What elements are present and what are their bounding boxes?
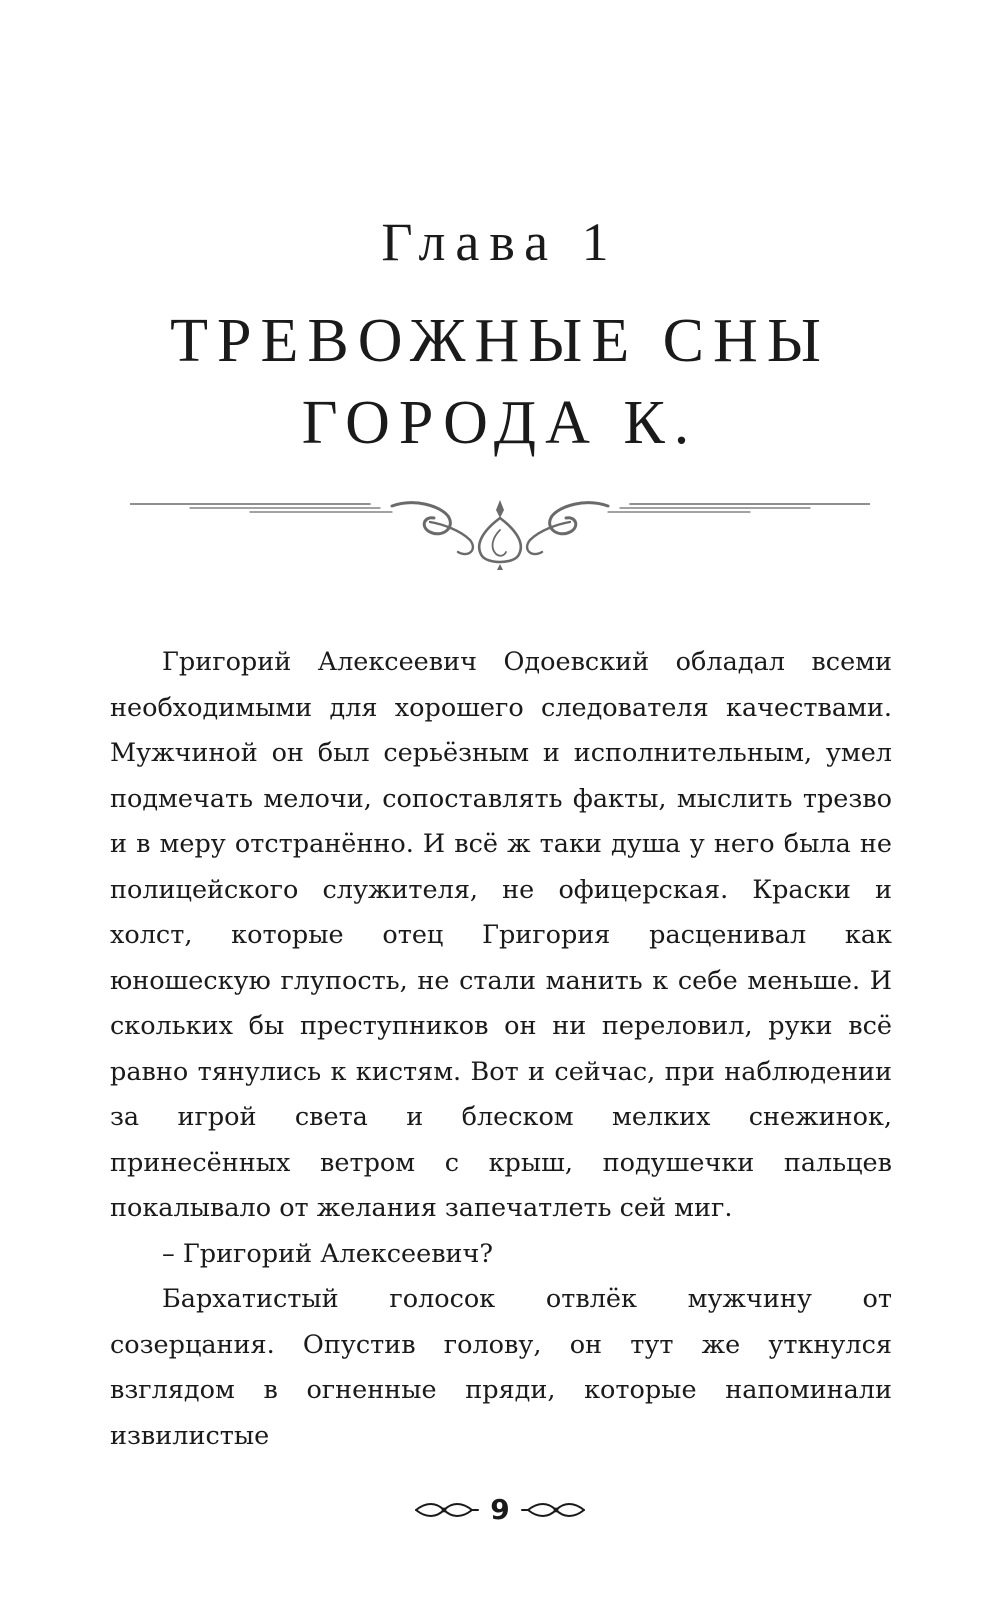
chapter-title-line-2: ГОРОДА К. bbox=[301, 389, 699, 457]
scroll-flourish-icon bbox=[130, 500, 870, 570]
folio-flourish-left-icon bbox=[414, 1500, 480, 1520]
page-number: 9 bbox=[490, 1493, 510, 1526]
paragraph-3: Бархатистый голосок отвлёк мужчину от созерцания. Опустив голову, он тут же уткнулся взглядом в огненные пряди, которые напоминали извилистые bbox=[110, 1284, 892, 1451]
chapter-title bbox=[0, 300, 1000, 464]
chapter-title-line-1: ТРЕВОЖНЫЕ СНЫ bbox=[170, 307, 830, 375]
paragraph-1: Григорий Алексеевич Одоевский обладал всеми необходимыми для хорошего следователя качествами. Мужчиной он был серьёзным и исполнительным, умел подмечать мелочи, сопоставлять факты, мыслить трезво и в меру отстранённо. И всё ж таки душа у него была не полицейского служителя, не офицерская. Краски и холст, которые отец Григория расценивал как юношескую глупость, не стали манить к себе меньше. И скольких бы преступников он ни переловил, руки всё равно тянулись к кистям. Вот и сейчас, при наблюдении за игрой света и блеском мелких снежинок, принесённых ветром с крыш, подушечки пальцев покалывало от желания запечатлеть сей миг. bbox=[110, 647, 892, 1223]
body-text bbox=[110, 640, 892, 1459]
folio-flourish-right-icon bbox=[520, 1500, 586, 1520]
chapter-label: Глава 1 bbox=[381, 212, 619, 272]
paragraph-2: – Григорий Алексеевич? bbox=[162, 1238, 494, 1269]
page-footer bbox=[0, 1490, 1000, 1530]
